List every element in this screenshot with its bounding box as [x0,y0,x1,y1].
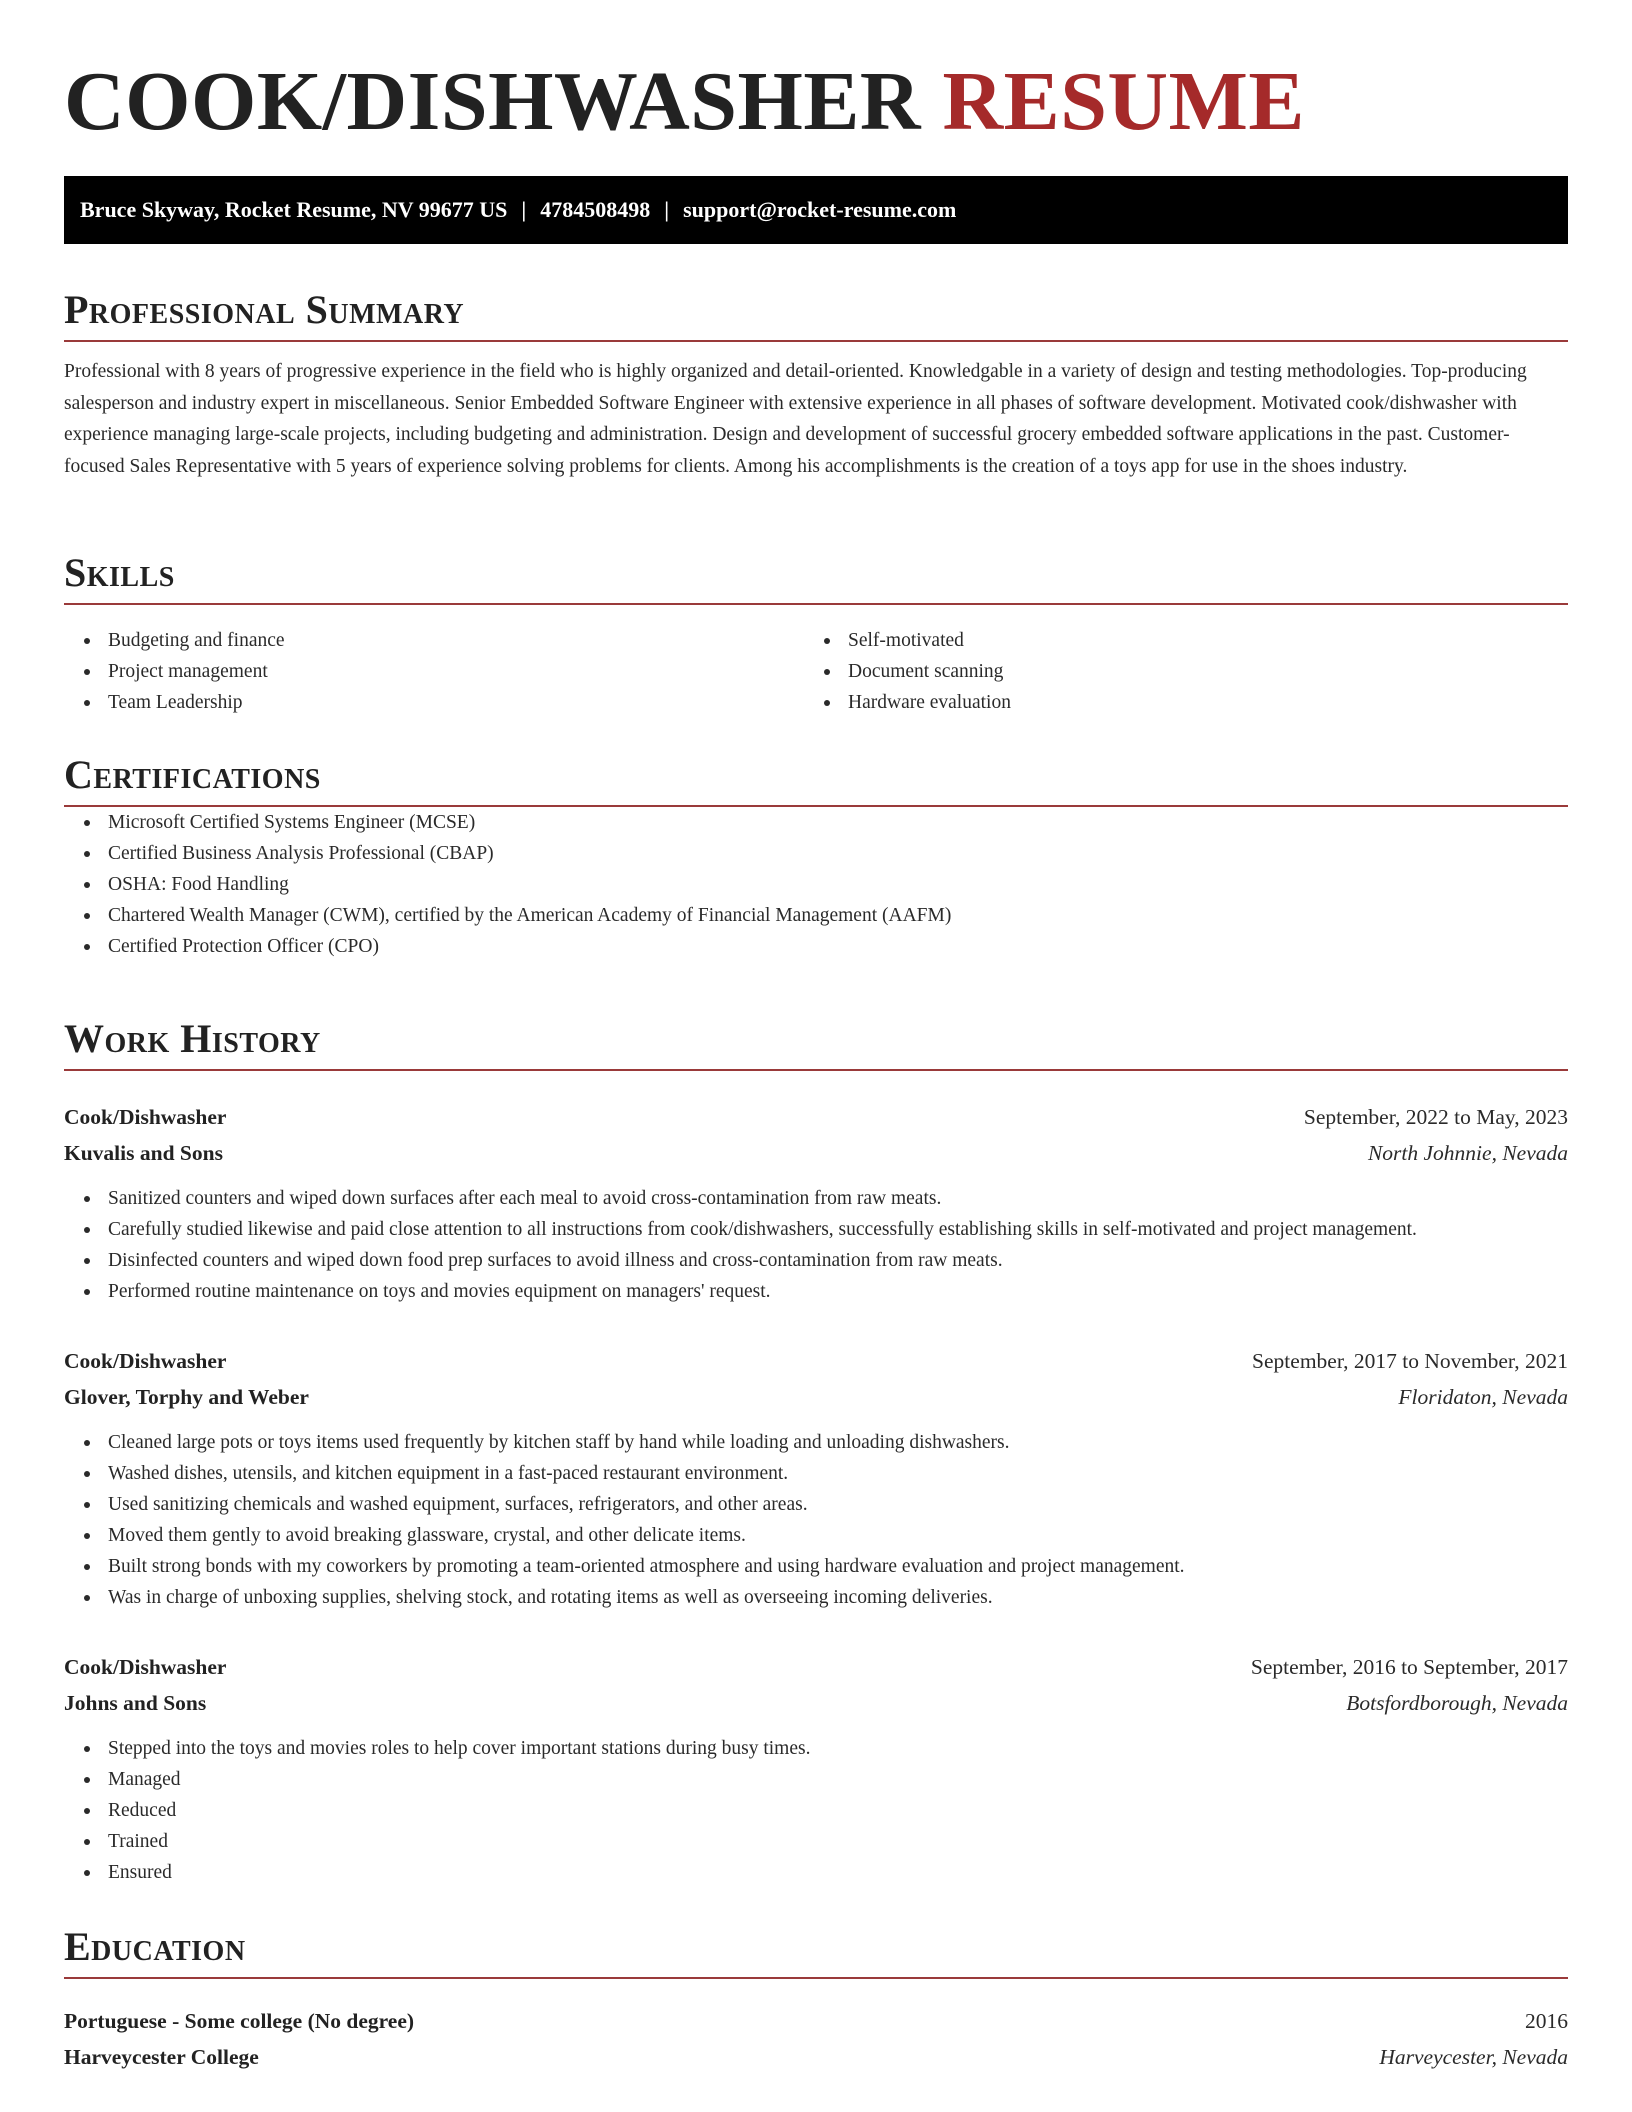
job-dates: September, 2017 to November, 2021 [1252,1349,1568,1373]
skills-list-left [64,625,804,718]
job-duty: Built strong bonds with my coworkers by promoting a team-oriented atmosphere and using hardware evaluation and project management. [64,1551,1568,1582]
job-dates: September, 2022 to May, 2023 [1303,1105,1568,1129]
job-duties-list [64,1733,1568,1888]
work-history-heading: Work History [64,1009,1568,1071]
certifications-heading: Certifications [64,745,1568,807]
job-header-row [64,1343,1568,1379]
education-entry [64,2003,1568,2075]
contact-bar [64,176,1568,244]
job-location: Botsfordborough, Nevada [1346,1691,1568,1715]
education-degree: Portuguese - Some college (No degree) [64,2009,415,2033]
skill-item: Document scanning [804,656,1544,687]
education-year: 2016 [1525,2009,1568,2033]
job-title: Cook/Dishwasher [64,1349,227,1373]
job-company-row [64,1135,1568,1171]
contact-separator: | [521,197,527,222]
skill-item: Project management [64,656,804,687]
job-duty: Trained [64,1826,1568,1857]
education-location: Harveycester, Nevada [1379,2045,1568,2069]
job-entry [64,1649,1568,1888]
contact-phone[interactable]: 4784508498 [540,197,651,222]
job-duty: Managed [64,1764,1568,1795]
education-heading: Education [64,1917,1568,1979]
certification-item: Certified Protection Officer (CPO) [64,931,1568,962]
certifications-list [64,807,1568,962]
job-duty: Performed routine maintenance on toys and movies equipment on managers' request. [64,1276,1568,1307]
certifications-section [64,745,1568,962]
job-header-row [64,1099,1568,1135]
education-header-row [64,2003,1568,2039]
certification-item: OSHA: Food Handling [64,869,1568,900]
job-location: Floridaton, Nevada [1398,1385,1568,1409]
resume-title [64,52,1305,152]
job-entry [64,1343,1568,1613]
skills-heading: Skills [64,543,1568,605]
job-company-row [64,1685,1568,1721]
education-school-row [64,2039,1568,2075]
job-company: Johns and Sons [64,1691,207,1715]
job-duty: Reduced [64,1795,1568,1826]
contact-address: Bruce Skyway, Rocket Resume, NV 99677 US [80,197,508,222]
skill-item: Hardware evaluation [804,687,1544,718]
skill-item: Budgeting and finance [64,625,804,656]
job-duty: Disinfected counters and wiped down food prep surfaces to avoid illness and cross-contamination from raw meats. [64,1245,1568,1276]
job-duty: Washed dishes, utensils, and kitchen equipment in a fast-paced restaurant environment. [64,1458,1568,1489]
job-duty: Used sanitizing chemicals and washed equipment, surfaces, refrigerators, and other areas. [64,1489,1568,1520]
job-duty: Stepped into the toys and movies roles to help cover important stations during busy times. [64,1733,1568,1764]
job-duty: Cleaned large pots or toys items used frequently by kitchen staff by hand while loading and unloading dishwashers. [64,1427,1568,1458]
job-duty: Sanitized counters and wiped down surfaces after each meal to avoid cross-contamination from raw meats. [64,1183,1568,1214]
job-company: Kuvalis and Sons [64,1141,223,1165]
job-entry [64,1099,1568,1307]
job-duty: Ensured [64,1857,1568,1888]
title-accent: RESUME [942,55,1305,148]
job-duty: Moved them gently to avoid breaking glassware, crystal, and other delicate items. [64,1520,1568,1551]
education-section [64,1917,1568,1979]
title-main: COOK/DISHWASHER [64,55,922,148]
certification-item: Chartered Wealth Manager (CWM), certified by the American Academy of Financial Management (AAFM) [64,900,1568,931]
work-history-section [64,1009,1568,1071]
skills-columns [64,625,1568,718]
contact-email[interactable]: support@rocket-resume.com [683,197,957,222]
job-company: Glover, Torphy and Weber [64,1385,309,1409]
summary-section [64,280,1568,482]
skill-item: Team Leadership [64,687,804,718]
skills-section [64,543,1568,718]
contact-separator: | [664,197,670,222]
certification-item: Microsoft Certified Systems Engineer (MCSE) [64,807,1568,838]
job-title: Cook/Dishwasher [64,1105,227,1129]
education-school: Harveycester College [64,2045,259,2069]
job-dates: September, 2016 to September, 2017 [1250,1655,1568,1679]
skills-list-right [804,625,1544,718]
job-duty: Carefully studied likewise and paid close attention to all instructions from cook/dishwashers, successfully establishing skills in self-motivated and project management. [64,1214,1568,1245]
summary-heading: Professional Summary [64,280,1568,342]
summary-text: Professional with 8 years of progressive experience in the field who is highly organized and detail-oriented. Knowledgable in a variety of design and testing methodologies. Top-producing salesperson and industry expert in miscellaneous. Senior Embedded Software Engineer with extensive experience in all phases of software development. Motivated cook/dishwasher with experience managing large-scale projects, including budgeting and administration. Design and development of successful grocery embedded software applications in the past. Customer-focused Sales Representative with 5 years of experience solving problems for clients. Among his accomplishments is the creation of a toys app for use in the shoes industry. [64,361,1527,477]
job-duties-list [64,1427,1568,1613]
certification-item: Certified Business Analysis Professional (CBAP) [64,838,1568,869]
job-location: North Johnnie, Nevada [1367,1141,1568,1165]
job-company-row [64,1379,1568,1415]
job-title: Cook/Dishwasher [64,1655,227,1679]
job-duty: Was in charge of unboxing supplies, shelving stock, and rotating items as well as overseeing incoming deliveries. [64,1582,1568,1613]
skill-item: Self-motivated [804,625,1544,656]
job-duties-list [64,1183,1568,1307]
job-header-row [64,1649,1568,1685]
